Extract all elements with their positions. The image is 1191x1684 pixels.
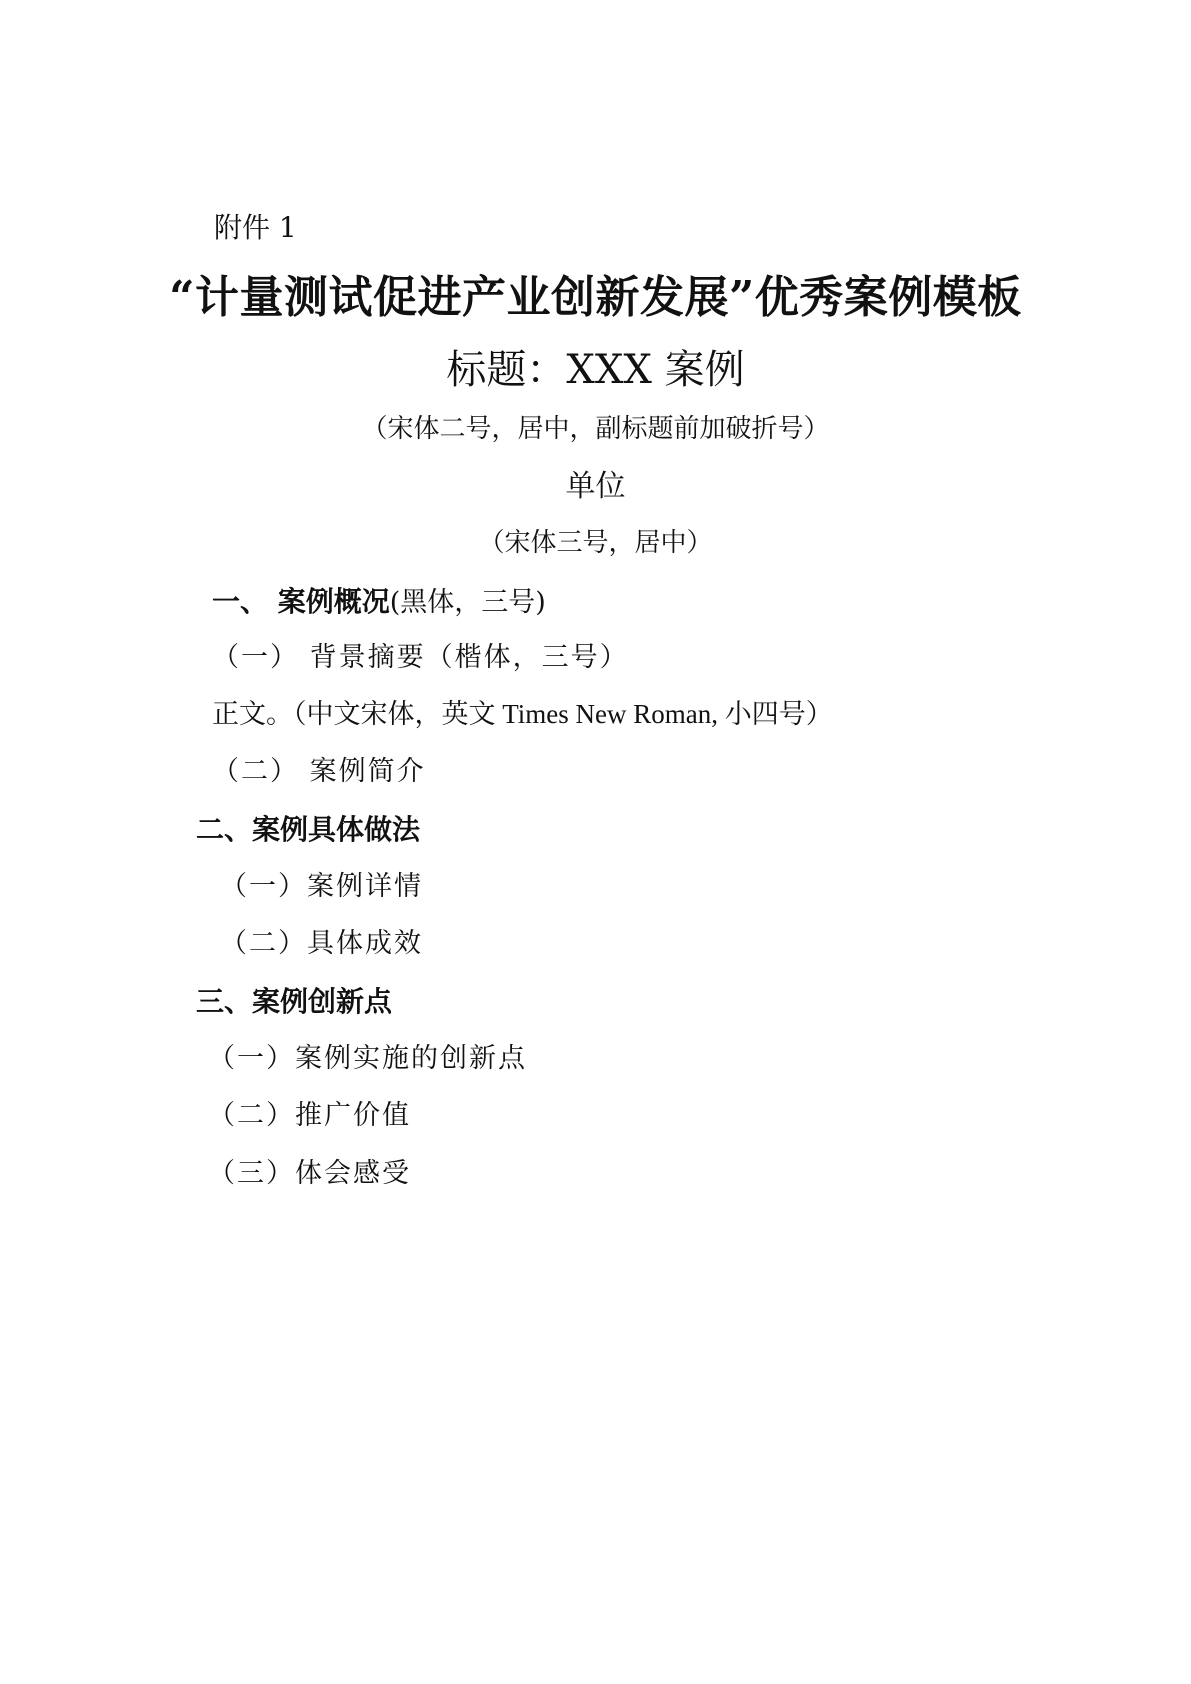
section-3-heading: 三、案例创新点 [196, 985, 393, 1018]
section-1-heading [212, 585, 546, 618]
body-text-font-name: Times New Roman, [495, 699, 725, 729]
section-1-item-background: （一） 背景摘要（楷体，三号） [212, 642, 629, 673]
section-3-item-value: （二）推广价值 [208, 1100, 411, 1131]
section-1-item-intro: （二） 案例简介 [212, 756, 426, 787]
section-3-item-reflection: （三）体会感受 [208, 1158, 411, 1189]
title-format-note: （宋体二号，居中，副标题前加破折号） [361, 414, 830, 444]
body-text-prefix: 正文。（中文宋体，英文 [212, 699, 496, 730]
section-1-body-text [212, 701, 833, 728]
section-2-item-results: （二）具体成效 [220, 928, 423, 959]
section-1-heading-note: (黑体，三号) [389, 587, 546, 618]
unit-label: 单位 [565, 469, 626, 504]
attachment-label: 附件 1 [214, 211, 297, 244]
unit-format-note: （宋体三号，居中） [478, 528, 713, 558]
section-1-heading-text: 一、 案例概况 [212, 585, 390, 618]
section-3-item-innovation: （一）案例实施的创新点 [208, 1043, 527, 1074]
section-2-heading: 二、案例具体做法 [196, 813, 421, 846]
body-text-suffix: 小四号） [724, 699, 833, 730]
case-title: 标题：XXX 案例 [446, 347, 745, 393]
document-title: “计量测试促进产业创新发展”优秀案例模板 [169, 272, 1022, 323]
section-2-item-details: （一）案例详情 [220, 871, 423, 902]
